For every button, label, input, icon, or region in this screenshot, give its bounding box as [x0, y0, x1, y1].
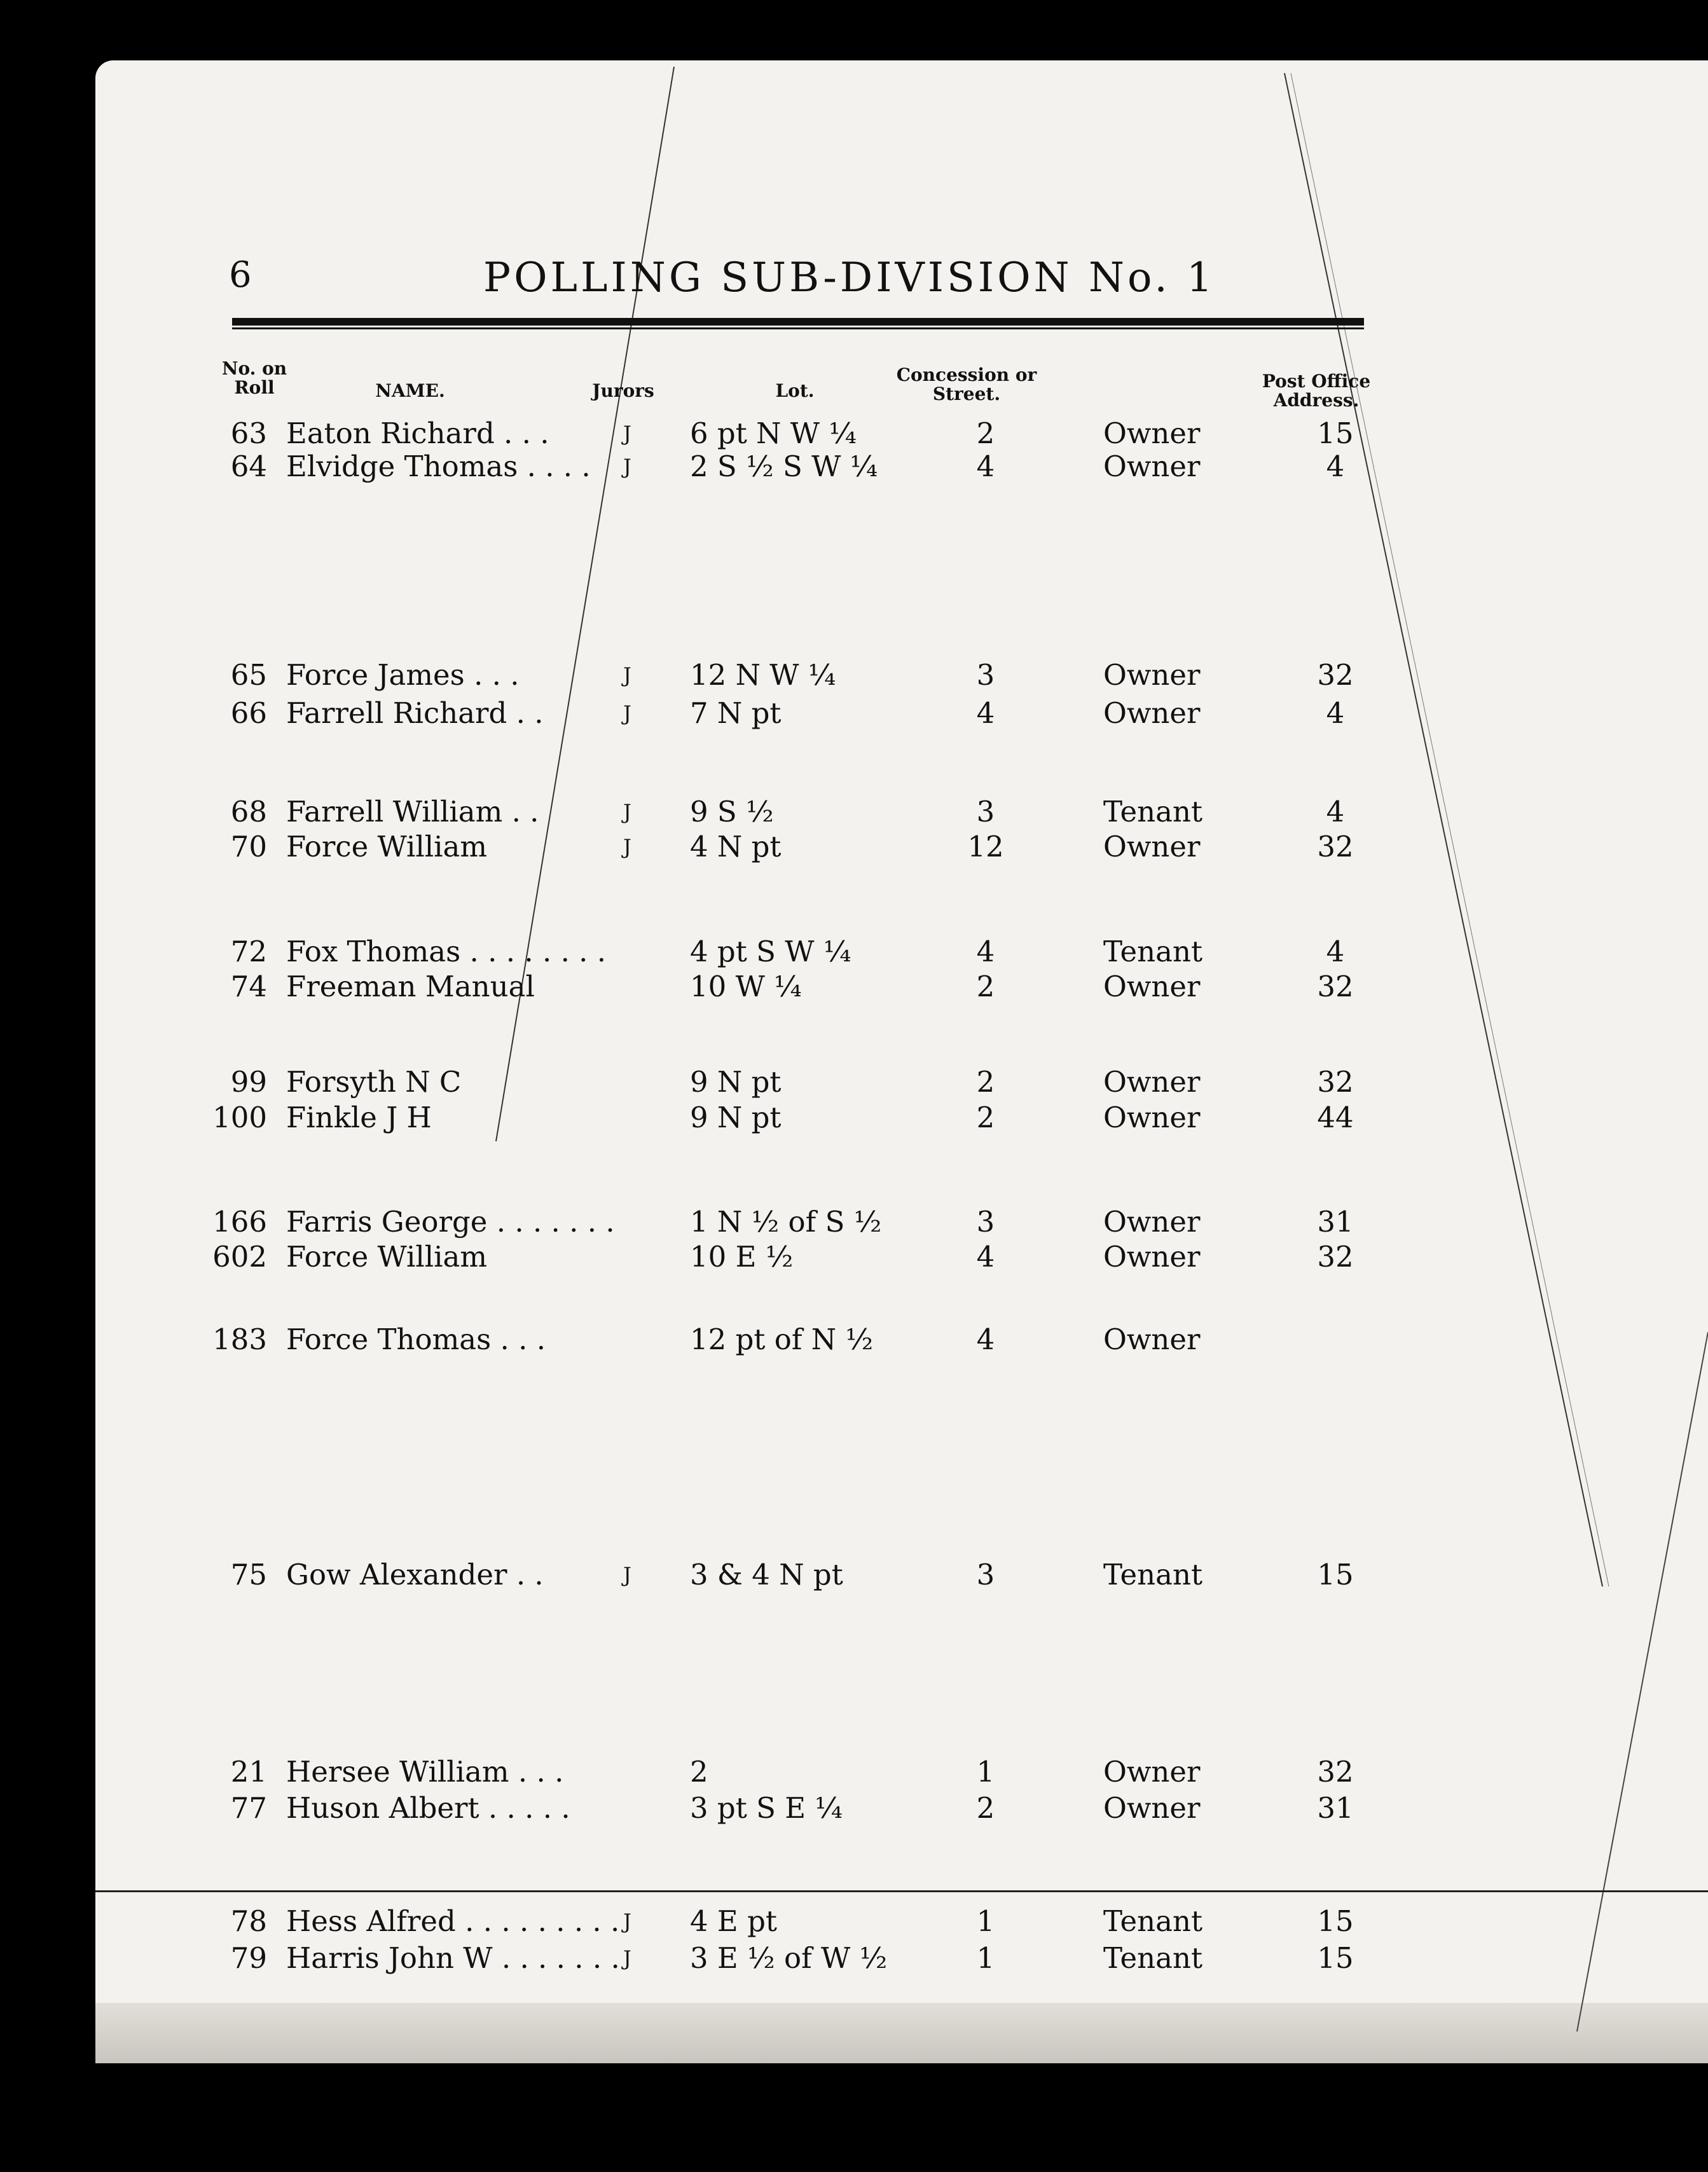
voter-name: Forsyth N C — [286, 1065, 462, 1099]
post-office: 15 — [1317, 1941, 1354, 1975]
lot: 10 E ½ — [690, 1240, 794, 1274]
lot: 10 W ¼ — [690, 970, 802, 1003]
table-row — [95, 1904, 1494, 1942]
lot: 2 — [690, 1755, 708, 1789]
header-rule — [232, 318, 1364, 326]
voter-name: Force William — [286, 1240, 488, 1274]
concession: 4 — [976, 1240, 995, 1274]
table-row — [95, 970, 1494, 1008]
lot: 7 N pt — [690, 696, 782, 730]
tenure-status: Owner — [1103, 1791, 1201, 1825]
roll-number: 74 — [230, 970, 267, 1003]
lot: 9 S ½ — [690, 795, 774, 828]
roll-number: 78 — [230, 1904, 267, 1938]
concession: 2 — [976, 1065, 995, 1099]
column-header-roll: No. on Roll — [221, 358, 287, 398]
lot: 2 S ½ S W ¼ — [690, 450, 878, 483]
column-header-post-office: Post Office Address. — [1262, 371, 1371, 411]
document-page — [95, 60, 1708, 2063]
tenure-status: Owner — [1103, 1101, 1201, 1134]
juror-mark: J — [623, 1563, 631, 1587]
voter-name: Hess Alfred . . . . . . . . . — [286, 1904, 620, 1938]
post-office: 15 — [1317, 1904, 1354, 1938]
post-office: 31 — [1317, 1205, 1354, 1239]
post-office: 44 — [1317, 1101, 1354, 1134]
column-header-concession: Concession or Street. — [896, 364, 1037, 404]
post-office: 32 — [1317, 658, 1354, 692]
table-row — [95, 830, 1494, 868]
juror-mark: J — [623, 1909, 631, 1934]
voter-name: Force William — [286, 830, 488, 863]
roll-number: 21 — [230, 1755, 267, 1789]
concession: 4 — [976, 450, 995, 483]
concession: 1 — [976, 1941, 995, 1975]
tenure-status: Owner — [1103, 1240, 1201, 1274]
page-title: POLLING SUB-DIVISION No. 1 — [483, 254, 1216, 301]
roll-number: 99 — [230, 1065, 267, 1099]
tenure-status: Owner — [1103, 658, 1201, 692]
post-office: 32 — [1317, 970, 1354, 1003]
tenure-status: Owner — [1103, 1205, 1201, 1239]
concession: 2 — [976, 1101, 995, 1134]
roll-number: 79 — [230, 1941, 267, 1975]
column-header-lot: Lot. — [775, 380, 815, 401]
voter-name: Farrell William . . — [286, 795, 539, 828]
table-row — [95, 1558, 1494, 1596]
voter-name: Freeman Manual — [286, 970, 535, 1003]
post-office: 32 — [1317, 830, 1354, 863]
bottom-rule — [95, 1890, 1708, 1892]
lot: 4 pt S W ¼ — [690, 935, 851, 968]
lot: 12 pt of N ½ — [690, 1323, 874, 1356]
table-row — [95, 1323, 1494, 1361]
voter-name: Elvidge Thomas . . . . — [286, 450, 591, 483]
lot: 3 E ½ of W ½ — [690, 1941, 888, 1975]
tenure-status: Tenant — [1103, 935, 1203, 968]
roll-number: 70 — [230, 830, 267, 863]
post-office: 32 — [1317, 1240, 1354, 1274]
concession: 4 — [976, 935, 995, 968]
concession: 2 — [976, 1791, 995, 1825]
voter-name: Eaton Richard . . . — [286, 416, 549, 450]
roll-number: 75 — [230, 1558, 267, 1591]
table-row — [95, 1941, 1494, 1979]
concession: 3 — [976, 658, 995, 692]
concession: 3 — [976, 1205, 995, 1239]
juror-mark: J — [623, 455, 631, 479]
lot: 4 N pt — [690, 830, 782, 863]
concession: 3 — [976, 795, 995, 828]
voter-name: Hersee William . . . — [286, 1755, 564, 1789]
table-row — [95, 416, 1494, 455]
lot: 9 N pt — [690, 1065, 782, 1099]
header-rule-thin — [232, 327, 1364, 329]
lot: 6 pt N W ¼ — [690, 416, 857, 450]
tenure-status: Owner — [1103, 416, 1201, 450]
table-row — [95, 1065, 1494, 1103]
tenure-status: Owner — [1103, 1065, 1201, 1099]
post-office: 31 — [1317, 1791, 1354, 1825]
concession: 1 — [976, 1904, 995, 1938]
juror-mark: J — [623, 1946, 631, 1970]
tenure-status: Owner — [1103, 970, 1201, 1003]
juror-mark: J — [623, 701, 631, 725]
concession: 4 — [976, 1323, 995, 1356]
voter-name: Farrell Richard . . — [286, 696, 544, 730]
table-row — [95, 1205, 1494, 1243]
table-row — [95, 1755, 1494, 1793]
tenure-status: Tenant — [1103, 1904, 1203, 1938]
table-row — [95, 795, 1494, 833]
table-row — [95, 696, 1494, 734]
voter-name: Gow Alexander . . — [286, 1558, 544, 1591]
juror-mark: J — [623, 800, 631, 824]
table-row — [95, 1101, 1494, 1139]
juror-mark: J — [623, 663, 631, 687]
concession: 3 — [976, 1558, 995, 1591]
roll-number: 65 — [230, 658, 267, 692]
voter-name: Harris John W . . . . . . . — [286, 1941, 620, 1975]
column-header-jurors: Jurors — [592, 380, 654, 401]
tenure-status: Owner — [1103, 1755, 1201, 1789]
concession: 4 — [976, 696, 995, 730]
lot: 12 N W ¼ — [690, 658, 836, 692]
table-row — [95, 658, 1494, 696]
juror-mark: J — [623, 835, 631, 859]
post-office: 4 — [1326, 450, 1345, 483]
roll-number: 72 — [230, 935, 267, 968]
concession: 2 — [976, 970, 995, 1003]
tenure-status: Tenant — [1103, 795, 1203, 828]
concession: 12 — [967, 830, 1004, 863]
roll-number: 68 — [230, 795, 267, 828]
post-office: 4 — [1326, 696, 1345, 730]
voter-name: Force James . . . — [286, 658, 520, 692]
table-row — [95, 1791, 1494, 1829]
post-office: 15 — [1317, 416, 1354, 450]
tenure-status: Owner — [1103, 450, 1201, 483]
concession: 1 — [976, 1755, 995, 1789]
voter-name: Huson Albert . . . . . — [286, 1791, 570, 1825]
voter-name: Force Thomas . . . — [286, 1323, 546, 1356]
voter-name: Farris George . . . . . . . — [286, 1205, 615, 1239]
table-row — [95, 1240, 1494, 1278]
lot: 4 E pt — [690, 1904, 777, 1938]
roll-number: 77 — [230, 1791, 267, 1825]
tenure-status: Tenant — [1103, 1558, 1203, 1591]
roll-number: 63 — [230, 416, 267, 450]
post-office: 15 — [1317, 1558, 1354, 1591]
post-office: 4 — [1326, 935, 1345, 968]
concession: 2 — [976, 416, 995, 450]
lot: 1 N ½ of S ½ — [690, 1205, 882, 1239]
juror-mark: J — [623, 422, 631, 446]
roll-number: 166 — [212, 1205, 267, 1239]
lot: 3 & 4 N pt — [690, 1558, 843, 1591]
page-number: 6 — [229, 254, 252, 296]
lot: 3 pt S E ¼ — [690, 1791, 843, 1825]
table-row — [95, 450, 1494, 488]
roll-number: 64 — [230, 450, 267, 483]
tenure-status: Owner — [1103, 696, 1201, 730]
tenure-status: Owner — [1103, 1323, 1201, 1356]
voter-name: Fox Thomas . . . . . . . . — [286, 935, 607, 968]
roll-number: 100 — [212, 1101, 267, 1134]
table-row — [95, 935, 1494, 973]
post-office: 4 — [1326, 795, 1345, 828]
roll-number: 602 — [212, 1240, 267, 1274]
voter-name: Finkle J H — [286, 1101, 432, 1134]
post-office: 32 — [1317, 1755, 1354, 1789]
roll-number: 66 — [230, 696, 267, 730]
roll-number: 183 — [212, 1323, 267, 1356]
tenure-status: Owner — [1103, 830, 1201, 863]
column-header-name: NAME. — [375, 380, 445, 401]
post-office: 32 — [1317, 1065, 1354, 1099]
tenure-status: Tenant — [1103, 1941, 1203, 1975]
lot: 9 N pt — [690, 1101, 782, 1134]
